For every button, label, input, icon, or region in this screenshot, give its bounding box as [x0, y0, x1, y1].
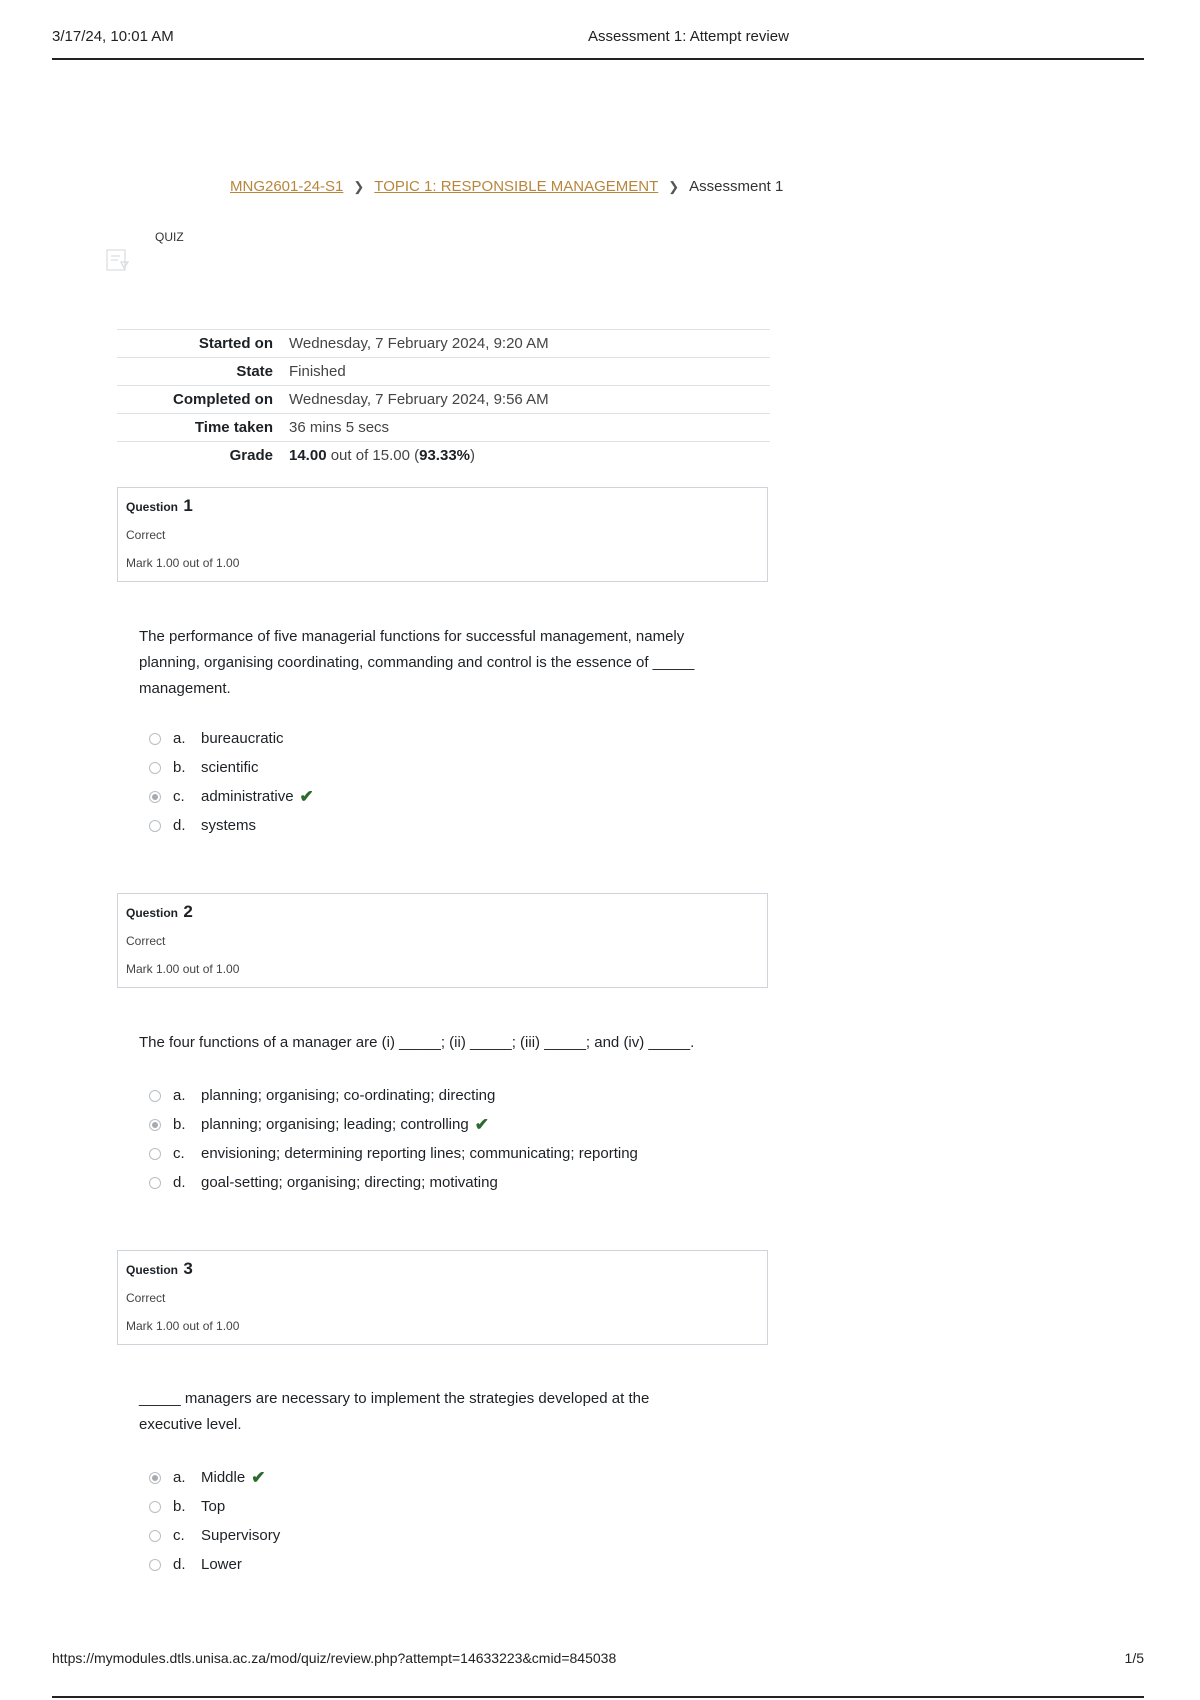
answer-option[interactable] [149, 1081, 789, 1110]
answer-text: planning; organising; leading; controlling [201, 1116, 469, 1133]
radio-button[interactable] [149, 820, 161, 832]
chevron-right-icon: ❯ [668, 178, 680, 194]
question-text: _____ managers are necessary to implement the strategies developed at the executive level. [139, 1390, 650, 1433]
summary-row-grade [117, 442, 770, 470]
grade-value [289, 442, 770, 470]
answer-list [149, 724, 789, 840]
print-header [52, 28, 1144, 60]
summary-row-started [117, 330, 770, 358]
question-mark: Mark 1.00 out of 1.00 [126, 556, 240, 570]
answer-letter: c. [173, 1145, 185, 1162]
checkmark-icon: ✔ [299, 786, 314, 806]
question-mark: Mark 1.00 out of 1.00 [126, 962, 240, 976]
answer-text: planning; organising; co-ordinating; directing [201, 1087, 496, 1104]
question-number [126, 902, 759, 922]
answer-option[interactable] [149, 811, 789, 840]
quiz-icon [106, 249, 130, 271]
answer-option-selected[interactable] [149, 782, 789, 811]
answer-text: systems [201, 817, 257, 834]
chevron-right-icon: ❯ [353, 178, 365, 194]
summary-label: Completed on [173, 391, 273, 408]
question-info-box [117, 893, 768, 988]
answer-letter: b. [173, 759, 186, 776]
question-text: The four functions of a manager are (i) _____; (ii) _____; (iii) _____; and (iv) _____. [139, 1034, 695, 1051]
radio-button[interactable] [149, 733, 161, 745]
answer-letter: b. [173, 1116, 186, 1133]
answer-list [149, 1081, 789, 1197]
attempt-summary-table [117, 329, 770, 469]
answer-option[interactable] [149, 1168, 789, 1197]
question-number-value: 2 [183, 902, 193, 921]
activity-type-label: QUIZ [155, 230, 184, 244]
answer-letter: c. [173, 788, 185, 805]
answer-text: envisioning; determining reporting lines; communicating; reporting [201, 1145, 638, 1162]
answer-letter: a. [173, 730, 186, 747]
answer-letter: a. [173, 1087, 186, 1104]
checkmark-icon: ✔ [251, 1467, 266, 1487]
question-number-value: 3 [183, 1259, 193, 1278]
answer-option[interactable] [149, 1492, 789, 1521]
radio-button[interactable] [149, 1501, 161, 1513]
question-label: Question [126, 1263, 179, 1277]
summary-value: Finished [289, 363, 346, 380]
radio-button[interactable] [149, 1090, 161, 1102]
question-number [126, 1259, 759, 1279]
answer-option-selected[interactable] [149, 1110, 789, 1139]
answer-letter: d. [173, 1174, 186, 1191]
radio-button-checked[interactable] [149, 1119, 161, 1131]
radio-button[interactable] [149, 1177, 161, 1189]
breadcrumb-current: Assessment 1 [689, 178, 784, 195]
radio-button[interactable] [149, 1530, 161, 1542]
summary-row-state [117, 358, 770, 386]
question-mark: Mark 1.00 out of 1.00 [126, 1319, 240, 1333]
question-label: Question [126, 500, 179, 514]
breadcrumb-course-link[interactable]: MNG2601-24-S1 [230, 178, 344, 195]
question-info-box [117, 487, 768, 582]
answer-option[interactable] [149, 753, 789, 782]
summary-label: Started on [198, 335, 273, 352]
summary-label: Grade [229, 447, 273, 464]
question-text: The performance of five managerial functions for successful management, namely planning, organising coordinating, commanding and control is the essence of _____ management. [139, 628, 695, 697]
radio-button-checked[interactable] [149, 791, 161, 803]
answer-option[interactable] [149, 1550, 789, 1579]
grade-score: 14.00 [289, 447, 327, 464]
answer-text: Middle [201, 1469, 246, 1486]
answer-text: scientific [201, 759, 259, 776]
grade-close: ) [470, 447, 475, 464]
grade-percent: 93.33% [419, 447, 470, 464]
question-state: Correct [126, 1291, 166, 1305]
question-state: Correct [126, 528, 166, 542]
summary-value: Wednesday, 7 February 2024, 9:56 AM [289, 391, 549, 408]
answer-letter: d. [173, 1556, 186, 1573]
answer-text: administrative [201, 788, 294, 805]
checkmark-icon: ✔ [474, 1114, 489, 1134]
summary-row-time [117, 414, 770, 442]
answer-letter: c. [173, 1527, 185, 1544]
radio-button[interactable] [149, 1559, 161, 1571]
question-info-box [117, 1250, 768, 1345]
page-number: 1/5 [1124, 1650, 1144, 1666]
answer-option-selected[interactable] [149, 1463, 789, 1492]
print-date: 3/17/24, 10:01 AM [52, 28, 174, 45]
summary-label: Time taken [194, 419, 273, 436]
breadcrumb [230, 178, 783, 195]
answer-letter: b. [173, 1498, 186, 1515]
page-url: https://mymodules.dtls.unisa.ac.za/mod/quiz/review.php?attempt=14633223&cmid=845038 [52, 1650, 617, 1666]
print-title: Assessment 1: Attempt review [588, 28, 789, 45]
answer-text: goal-setting; organising; directing; motivating [201, 1174, 498, 1191]
summary-row-completed [117, 386, 770, 414]
answer-text: Lower [201, 1556, 242, 1573]
radio-button[interactable] [149, 762, 161, 774]
radio-button[interactable] [149, 1148, 161, 1160]
summary-label: State [236, 363, 273, 380]
answer-text: Top [201, 1498, 226, 1515]
answer-letter: d. [173, 817, 186, 834]
answer-list [149, 1463, 789, 1579]
question-label: Question [126, 906, 179, 920]
answer-option[interactable] [149, 724, 789, 753]
footer-divider [52, 1696, 1144, 1698]
answer-text: bureaucratic [201, 730, 284, 747]
answer-letter: a. [173, 1469, 186, 1486]
question-state: Correct [126, 934, 166, 948]
answer-option[interactable] [149, 1139, 789, 1168]
answer-option[interactable] [149, 1521, 789, 1550]
summary-value: Wednesday, 7 February 2024, 9:20 AM [289, 335, 549, 352]
question-number [126, 496, 759, 516]
breadcrumb-topic-link[interactable]: TOPIC 1: RESPONSIBLE MANAGEMENT [374, 178, 659, 195]
summary-value: 36 mins 5 secs [289, 419, 390, 436]
grade-out-of: out of 15.00 ( [326, 447, 420, 464]
radio-button-checked[interactable] [149, 1472, 161, 1484]
question-number-value: 1 [183, 496, 193, 515]
answer-text: Supervisory [201, 1527, 281, 1544]
